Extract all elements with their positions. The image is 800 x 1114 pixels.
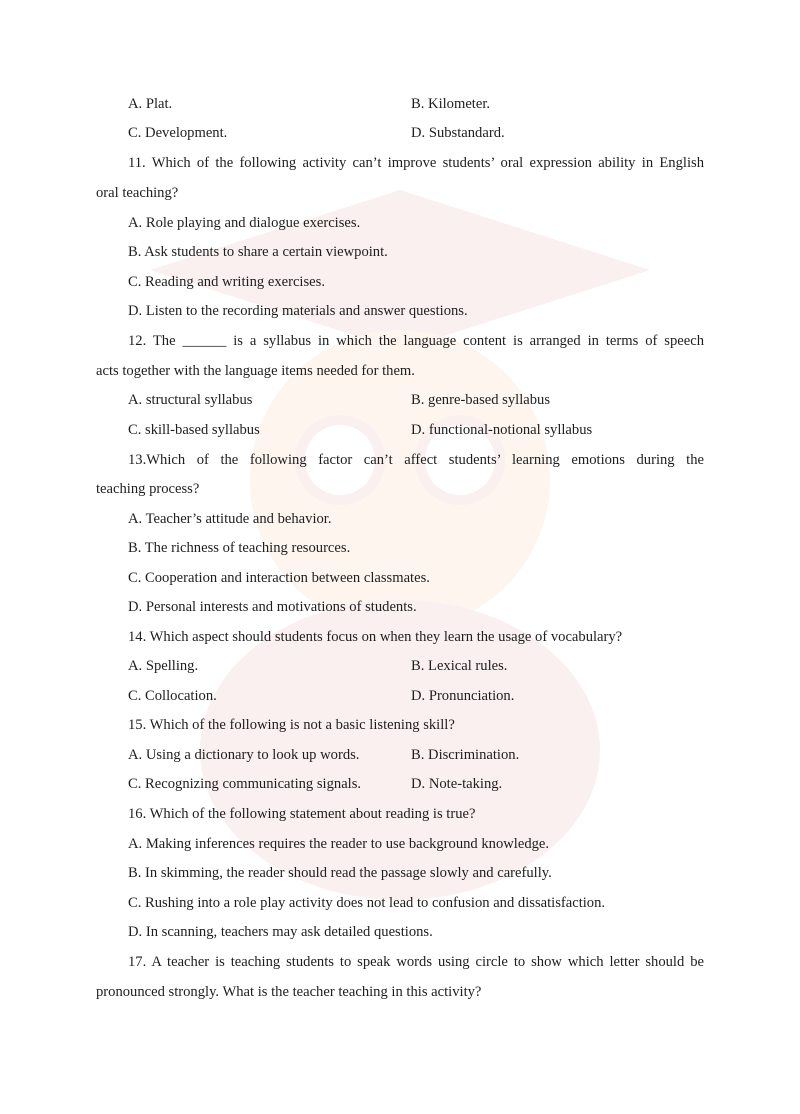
option-c: C. Cooperation and interaction between classmates.: [128, 570, 430, 586]
option-c: C. Reading and writing exercises.: [128, 274, 325, 290]
question-stem-continued: pronounced strongly. What is the teacher teaching in this activity?: [96, 984, 482, 1000]
question-stem: 12. The ______ is a syllabus in which the language content is arranged in terms of speech: [128, 333, 704, 349]
question-stem: 11. Which of the following activity can’t improve students’ oral expression ability in English: [128, 155, 704, 171]
option-b: B. In skimming, the reader should read the passage slowly and carefully.: [128, 865, 552, 881]
question-stem: 17. A teacher is teaching students to speak words using circle to show which letter should be: [128, 954, 704, 970]
question-stem: 16. Which of the following statement about reading is true?: [128, 806, 476, 822]
option-b: B. Ask students to share a certain viewpoint.: [128, 244, 388, 260]
option-d: D. In scanning, teachers may ask detailed questions.: [128, 924, 433, 940]
option-c: C. Rushing into a role play activity does not lead to confusion and dissatisfaction.: [128, 895, 606, 911]
question-stem: 14. Which aspect should students focus on when they learn the usage of vocabulary?: [128, 629, 623, 645]
option-c: C. Collocation.: [128, 688, 217, 704]
option-d: D. Note-taking.: [411, 776, 503, 792]
question-stem: 13.Which of the following factor can’t affect students’ learning emotions during the: [128, 452, 704, 468]
mascot-watermark-icon: [90, 150, 710, 910]
option-a: A. Role playing and dialogue exercises.: [128, 215, 361, 231]
question-stem-continued: teaching process?: [96, 481, 200, 497]
option-d: D. Listen to the recording materials and answer questions.: [128, 303, 468, 319]
option-d: D. Personal interests and motivations of students.: [128, 599, 417, 615]
option-a: A. structural syllabus: [128, 392, 253, 408]
option-c: C. Recognizing communicating signals.: [128, 776, 362, 792]
option-a: A. Spelling.: [128, 658, 199, 674]
option-d: D. Substandard.: [411, 125, 505, 141]
option-b: B. genre-based syllabus: [411, 392, 551, 408]
question-stem: 15. Which of the following is not a basic listening skill?: [128, 717, 455, 733]
option-a: A. Using a dictionary to look up words.: [128, 747, 360, 763]
option-b: B. The richness of teaching resources.: [128, 540, 351, 556]
option-d: D. functional-notional syllabus: [411, 422, 593, 438]
option-c: C. Development.: [128, 125, 228, 141]
option-a: A. Teacher’s attitude and behavior.: [128, 511, 332, 527]
question-stem-continued: oral teaching?: [96, 185, 179, 201]
option-b: B. Kilometer.: [411, 96, 491, 112]
option-a: A. Plat.: [128, 96, 173, 112]
question-stem-continued: acts together with the language items needed for them.: [96, 363, 415, 379]
option-b: B. Lexical rules.: [411, 658, 508, 674]
option-d: D. Pronunciation.: [411, 688, 515, 704]
option-b: B. Discrimination.: [411, 747, 520, 763]
option-a: A. Making inferences requires the reader to use background knowledge.: [128, 836, 550, 852]
option-c: C. skill-based syllabus: [128, 422, 260, 438]
